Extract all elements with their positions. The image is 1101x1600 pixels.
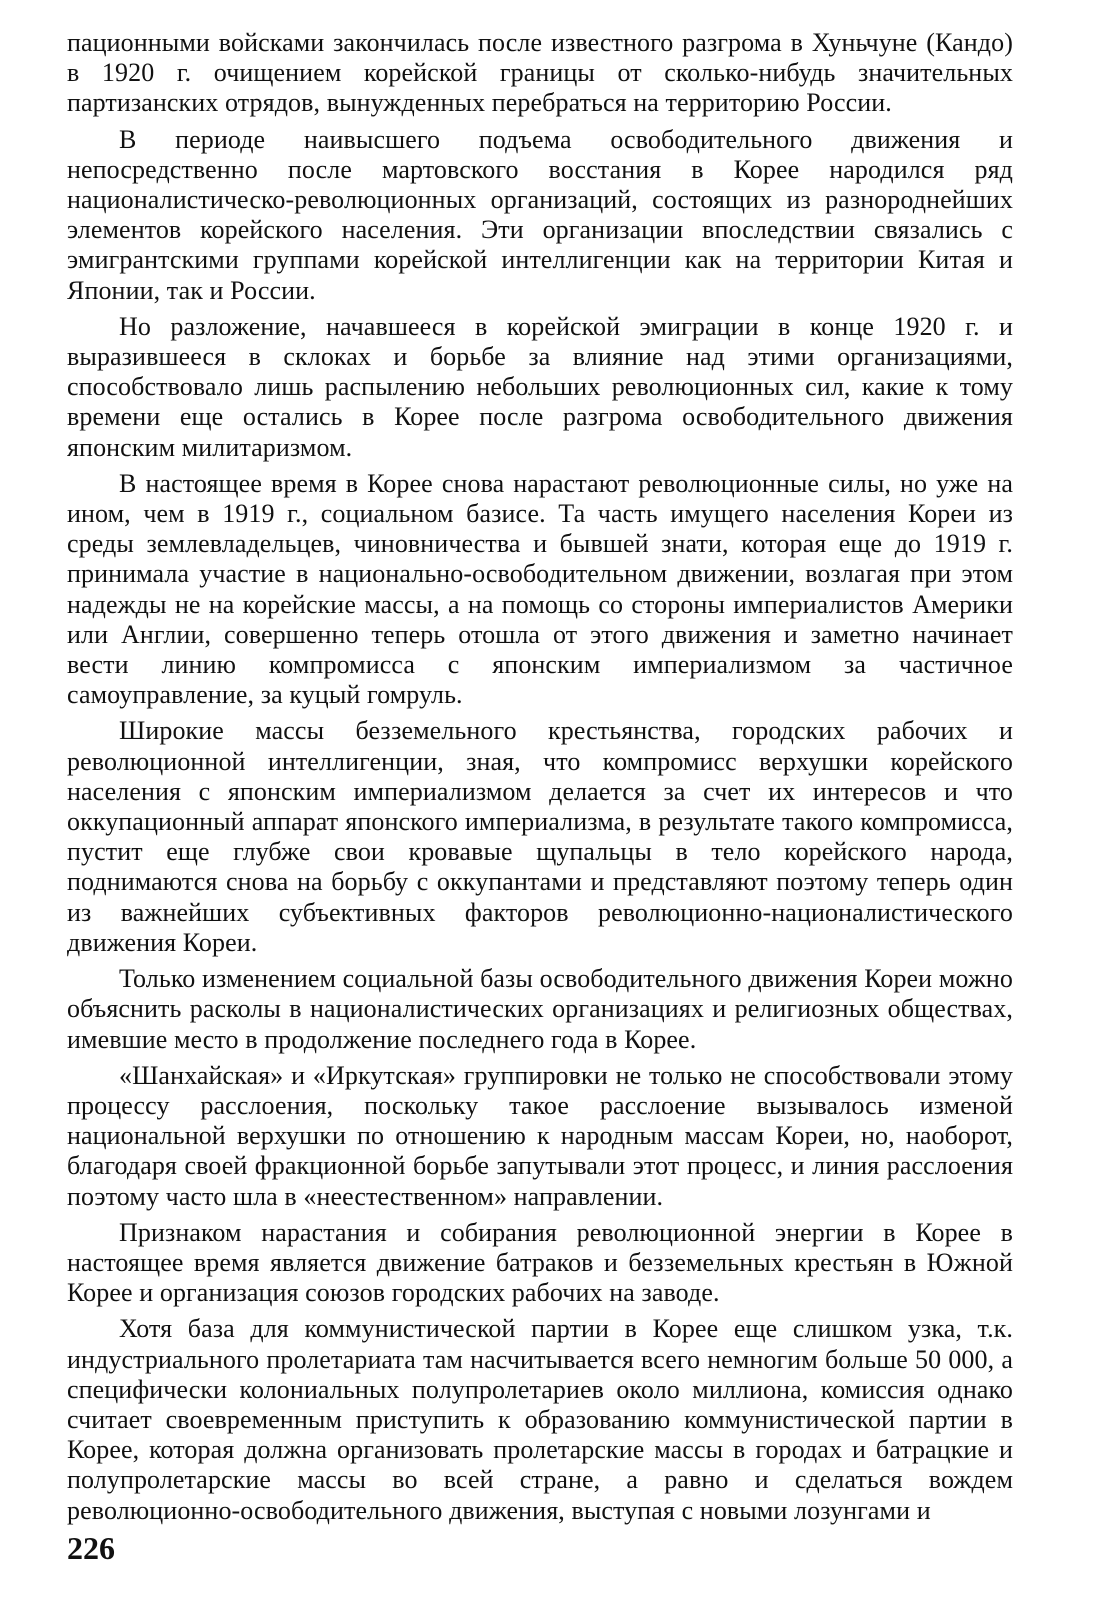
- paragraph-3: Но разложение, начавшееся в корейской эмиграции в конце 1920 г. и выразившееся в склоках и борьбе за влияние над этими организациями, способствовало лишь распылению небольших революционных сил, какие к тому времени еще остались в Корее после разгрома освободительного движения японским милитаризмом.: [67, 311, 1013, 462]
- paragraph-7: «Шанхайская» и «Иркутская» группировки не только не способствовали этому процессу расслоения, поскольку такое расслоение вызывалось изменой национальной верхушки по отношению к народным массам Кореи, но, наоборот, благодаря своей фракционной борьбе запутывали этот процесс, и линия расслоения поэтому часто шла в «неестественном» направлении.: [67, 1060, 1013, 1211]
- paragraph-1: пационными войсками закончилась после известного разгрома в Хуньчуне (Кандо) в 1920 г. очищением корейской границы от сколько-нибудь значительных партизанских отрядов, вынужденных перебраться на территорию России.: [67, 28, 1013, 118]
- page-body: [67, 28, 1013, 1526]
- page-number: 226: [67, 1530, 115, 1566]
- paragraph-2: В периоде наивысшего подъема освободительного движения и непосредственно после мартовского восстания в Корее народился ряд националистическо-революционных организаций, состоящих из разнороднейших элементов корейского населения. Эти организации впоследствии связались с эмигрантскими группами корейской интеллигенции как на территории Китая и Японии, так и России.: [67, 124, 1013, 305]
- paragraph-5: Широкие массы безземельного крестьянства, городских рабочих и революционной интеллигенции, зная, что компромисс верхушки корейского населения с японским империализмом делается за счет их интересов и что оккупационный аппарат японского империализма, в результате такого компромисса, пустит еще глубже свои кровавые щупальцы в тело корейского народа, поднимаются снова на борьбу с оккупантами и представляют поэтому теперь один из важнейших субъективных факторов революционно-националистического движения Кореи.: [67, 716, 1013, 957]
- paragraph-6: Только изменением социальной базы освободительного движения Кореи можно объяснить расколы в националистических организациях и религиозных обществах, имевшие место в продолжение последнего года в Корее.: [67, 964, 1013, 1054]
- paragraph-4: В настоящее время в Корее снова нарастают революционные силы, но уже на ином, чем в 1919 г., социальном базисе. Та часть имущего населения Кореи из среды землевладельцев, чиновничества и бывшей знати, которая еще до 1919 г. принимала участие в национально-освободительном движении, возлагая при этом надежды не на корейские массы, а на помощь со стороны империалистов Америки или Англии, совершенно теперь отошла от этого движения и заметно начинает вести линию компромисса с японским империализмом за частичное самоуправление, за куцый гомруль.: [67, 468, 1013, 710]
- paragraph-9: Хотя база для коммунистической партии в Корее еще слишком узка, т.к. индустриального пролетариата там насчитывается всего немногим больше 50 000, а специфически колониальных полупролетариев около миллиона, комиссия однако считает своевременным приступить к образованию коммунистической партии в Корее, которая должна организовать пролетарские массы в городах и батрацкие и полупролетарские массы во всей стране, а равно и сделаться вождем революционно-освободительного движения, выступая с новыми лозунгами и: [67, 1314, 1013, 1525]
- paragraph-8: Признаком нарастания и собирания революционной энергии в Корее в настоящее время является движение батраков и безземельных крестьян в Южной Корее и организация союзов городских рабочих на заводе.: [67, 1217, 1013, 1308]
